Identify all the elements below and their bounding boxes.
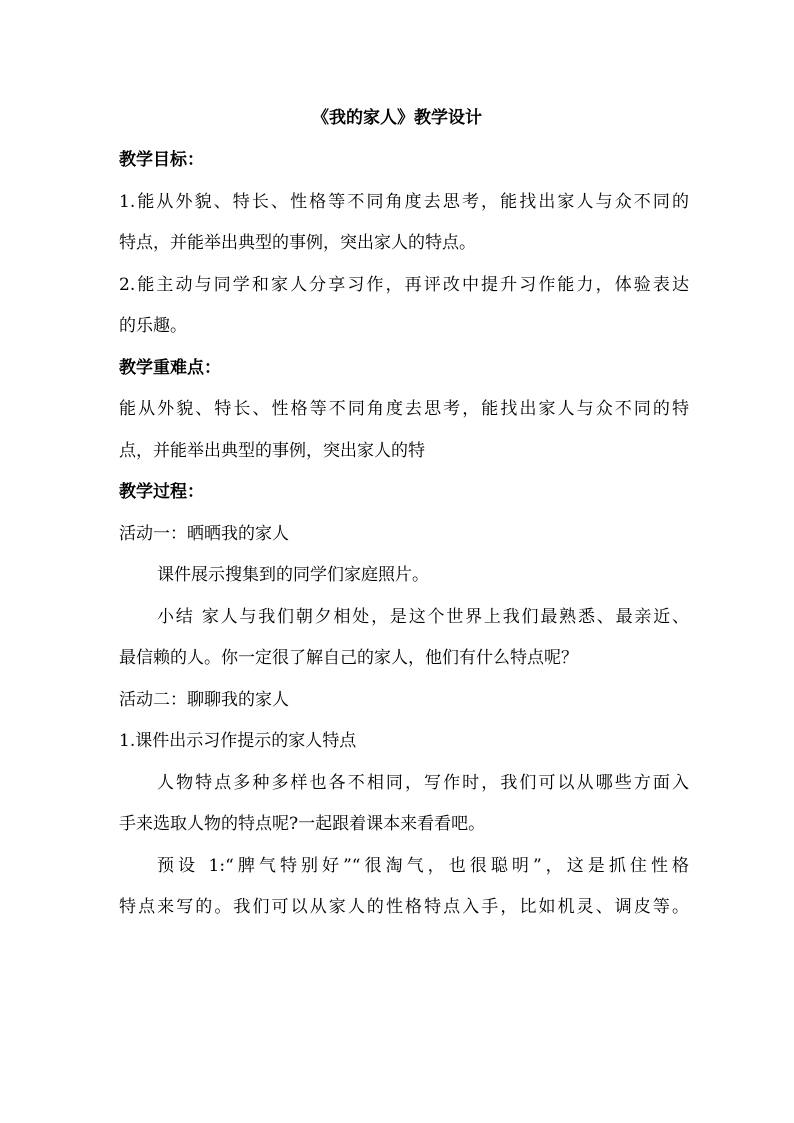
- activity2-paragraph1-line2: 手来选取人物的特点呢?一起跟着课本来看看吧。: [119, 814, 486, 834]
- activity1-title: 活动一：晒晒我的家人: [119, 524, 289, 544]
- activity2-paragraph1-line1: 人物特点多种多样也各不相同，写作时，我们可以从哪些方面入: [157, 773, 689, 793]
- activity2-paragraph2-line2: 特点来写的。我们可以从家人的性格特点入手，比如机灵、调皮等。: [119, 897, 689, 917]
- goals-heading: 教学目标：: [119, 150, 204, 170]
- key-line2: 点，并能举出典型的事例，突出家人的特: [119, 441, 425, 461]
- activity2-paragraph2-line1: 预设 1:“脾气特别好”“很淘气，也很聪明”，这是抓住性格: [157, 856, 689, 876]
- activity1-paragraph2-line2: 最信赖的人。你一定很了解自己的家人，他们有什么特点呢？: [119, 648, 578, 668]
- document-title: 《我的家人》教学设计: [312, 108, 482, 128]
- goal2-line1: 2.能主动与同学和家人分享习作，再评改中提升习作能力，体验表达: [119, 275, 689, 295]
- goal1-line2: 特点，并能举出典型的事例，突出家人的特点。: [119, 233, 476, 253]
- goal1-line1: 1.能从外貌、特长、性格等不同角度去思考，能找出家人与众不同的: [119, 192, 689, 212]
- key-heading: 教学重难点：: [119, 358, 221, 378]
- goal2-line2: 的乐趣。: [119, 316, 187, 336]
- process-heading: 教学过程：: [119, 482, 204, 502]
- key-line1: 能从外貌、特长、性格等不同角度去思考，能找出家人与众不同的特: [119, 399, 689, 419]
- activity2-title: 活动二：聊聊我的家人: [119, 690, 289, 710]
- activity1-paragraph1: 课件展示搜集到的同学们家庭照片。: [157, 565, 429, 585]
- activity1-paragraph2-line1: 小结 家人与我们朝夕相处，是这个世界上我们最熟悉、最亲近、: [157, 607, 689, 627]
- activity2-item1: 1.课件出示习作提示的家人特点: [119, 731, 357, 751]
